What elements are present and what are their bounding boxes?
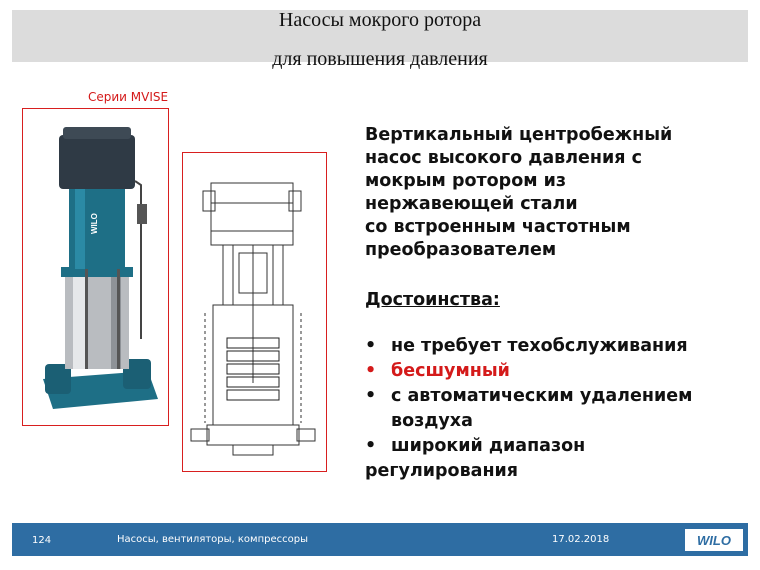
description-line: преобразователем	[365, 240, 557, 260]
bullet: •	[365, 361, 377, 381]
advantage-text: не требует техобслуживания	[391, 336, 688, 356]
advantage-text: широкий диапазон	[391, 436, 586, 456]
description-line: Вертикальный центробежный	[365, 125, 673, 145]
list-item	[365, 434, 755, 459]
bullet: •	[365, 336, 377, 356]
description-line: нержавеющей стали	[365, 194, 578, 214]
advantage-text: регулирования	[365, 461, 519, 481]
description-line: мокрым ротором из	[365, 171, 567, 191]
logo-text: WILO	[697, 533, 731, 548]
pump-photo	[22, 108, 169, 426]
page-title-line-2: для повышения давления	[272, 48, 488, 70]
footer-date: 17.02.2018	[552, 534, 610, 545]
list-item	[365, 359, 755, 384]
advantages-heading: Достоинства:	[365, 290, 500, 310]
description-line: со встроенным частотным	[365, 217, 631, 237]
footer-caption: Насосы, вентиляторы, компрессоры	[117, 534, 308, 545]
advantage-text: с автоматическим удалением	[391, 386, 693, 406]
advantages-list	[365, 334, 755, 484]
bullet: •	[365, 436, 377, 456]
bullet	[365, 409, 391, 434]
bullet: •	[365, 386, 377, 406]
wilo-logo	[685, 529, 743, 551]
product-description	[365, 124, 750, 262]
list-item	[365, 334, 755, 359]
advantage-text: воздуха	[391, 411, 473, 431]
page-title-line-1: Насосы мокрого ротора	[278, 9, 482, 31]
series-link[interactable]: Серии MVISE	[88, 90, 169, 104]
list-item	[365, 384, 755, 409]
page-number: 124	[32, 535, 52, 546]
pump-drawing	[182, 152, 327, 472]
description-line: насос высокого давления с	[365, 148, 642, 168]
list-item	[365, 409, 755, 434]
advantage-text: бесшумный	[391, 361, 510, 381]
list-item	[365, 459, 755, 484]
footer-bar	[12, 523, 748, 556]
photo-logo: WILO	[90, 213, 99, 234]
